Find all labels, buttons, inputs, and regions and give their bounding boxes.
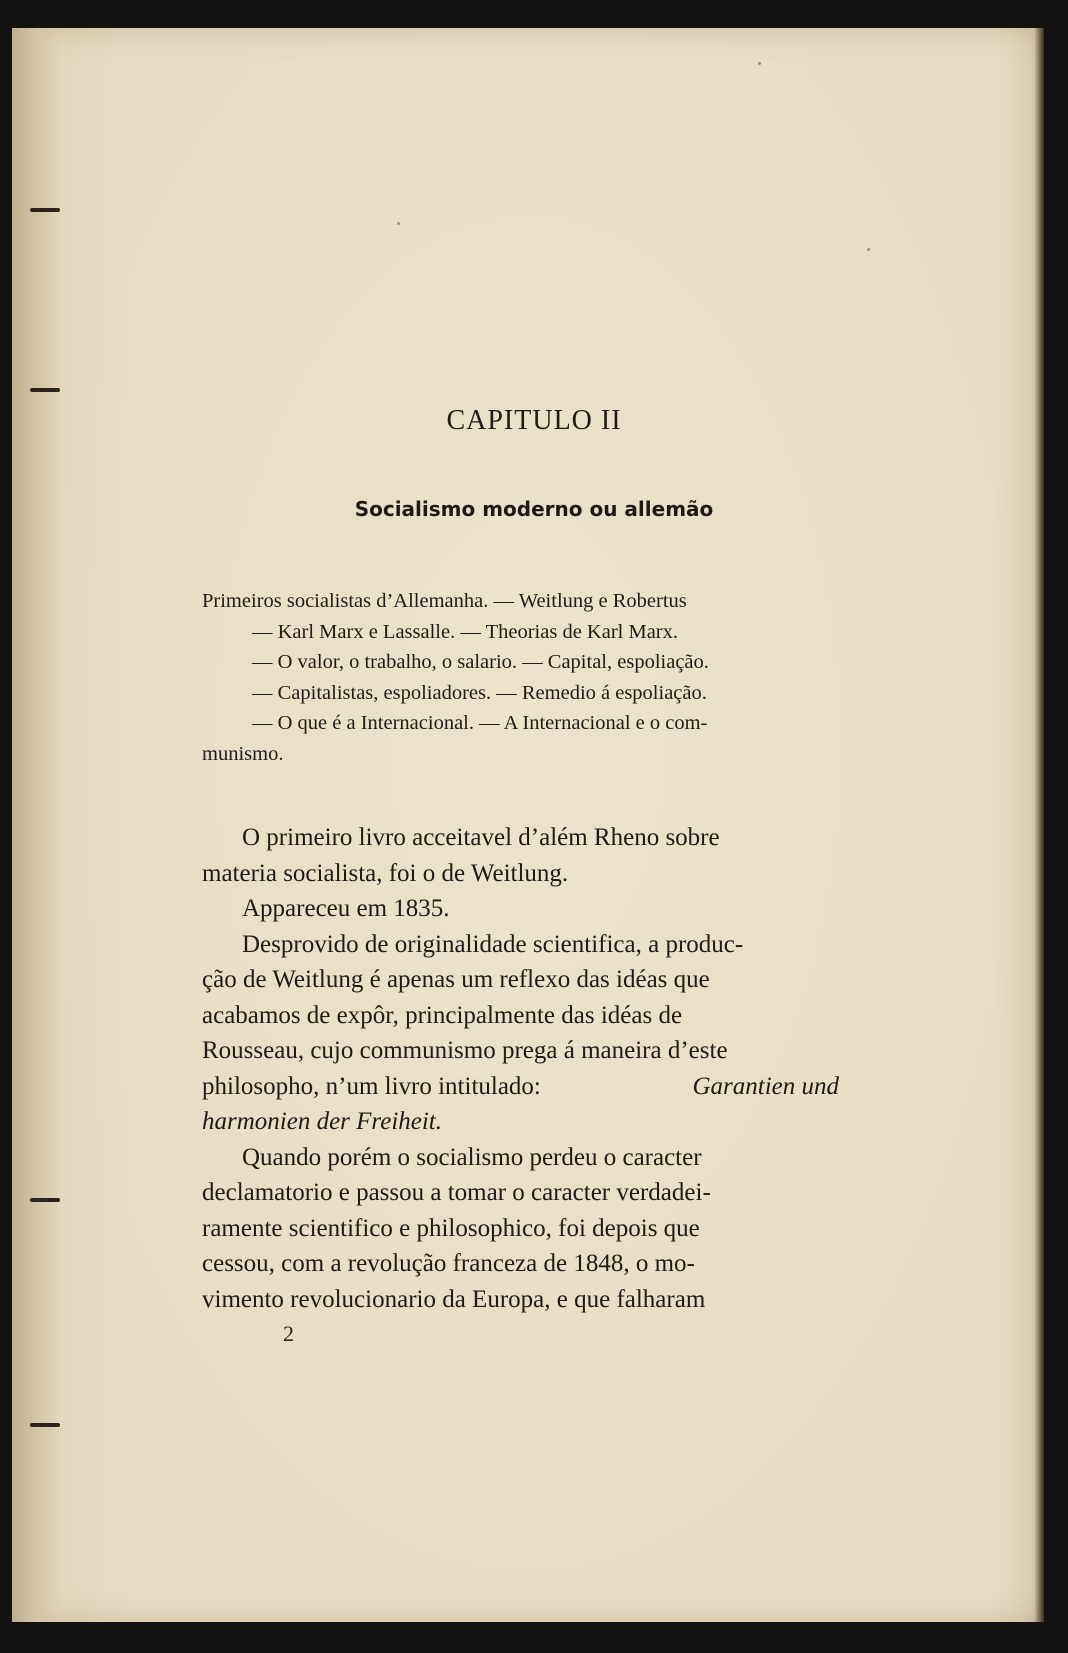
summary-line: munismo. bbox=[202, 742, 284, 765]
summary-line: Primeiros socialistas d’Allemanha. — Weitlung e Robertus bbox=[202, 590, 687, 612]
body-line: vimento revolucionario da Europa, e que falharam bbox=[202, 1285, 706, 1313]
body-line: Rousseau, cujo communismo prega á maneira d’este bbox=[202, 1037, 728, 1064]
body-line: acabamos de expôr, principalmente das idéas de bbox=[202, 1001, 683, 1029]
body-line: materia socialista, foi o de Weitlung. bbox=[202, 859, 569, 887]
summary-line: — Karl Marx e Lassalle. — Theorias de Karl Marx. bbox=[252, 620, 678, 643]
binding-stitch bbox=[30, 208, 60, 212]
chapter-subtitle: Socialismo moderno ou allemão bbox=[354, 497, 714, 521]
binding-stitch bbox=[30, 1198, 60, 1202]
summary-line: — Capitalistas, espoliadores. — Remedio á espoliação. bbox=[252, 681, 707, 704]
body-line: Quando porém o socialismo perdeu o caracter bbox=[242, 1143, 702, 1171]
paper-speck bbox=[867, 248, 870, 251]
chapter-title: CAPITULO II bbox=[446, 405, 622, 436]
page-number: 2 bbox=[283, 1321, 294, 1346]
page-edge bbox=[1034, 28, 1044, 1622]
body-line: O primeiro livro acceitavel d’além Rheno sobre bbox=[242, 824, 720, 851]
body-text bbox=[202, 820, 839, 1317]
body-line: Appareceu em 1835. bbox=[242, 895, 450, 922]
body-line: ramente scientifico e philosophico, foi depois que bbox=[202, 1214, 700, 1242]
chapter-summary bbox=[202, 586, 839, 769]
paper-speck bbox=[397, 222, 400, 225]
book-title-italic: harmonien der Freiheit. bbox=[202, 1108, 443, 1135]
summary-line: — O valor, o trabalho, o salario. — Capital, espoliação. bbox=[252, 651, 709, 673]
binding-stitch bbox=[30, 388, 60, 392]
page-spine bbox=[12, 28, 60, 1622]
body-line-with-title bbox=[202, 1069, 839, 1105]
body-line: cessou, com a revolução franceza de 1848, o mo- bbox=[202, 1250, 695, 1277]
body-line: philosopho, n’um livro intitulado: bbox=[202, 1072, 541, 1100]
book-title-italic: Garantien und bbox=[692, 1072, 839, 1100]
body-line: Desprovido de originalidade scientifica, a produc- bbox=[242, 930, 744, 958]
paper-speck bbox=[758, 62, 761, 65]
body-line: ção de Weitlung é apenas um reflexo das idéas que bbox=[202, 966, 710, 993]
summary-line: — O que é a Internacional. — A Internacional e o com- bbox=[252, 712, 708, 734]
binding-stitch bbox=[30, 1423, 60, 1427]
body-line: declamatorio e passou a tomar o caracter verdadei- bbox=[202, 1179, 711, 1206]
